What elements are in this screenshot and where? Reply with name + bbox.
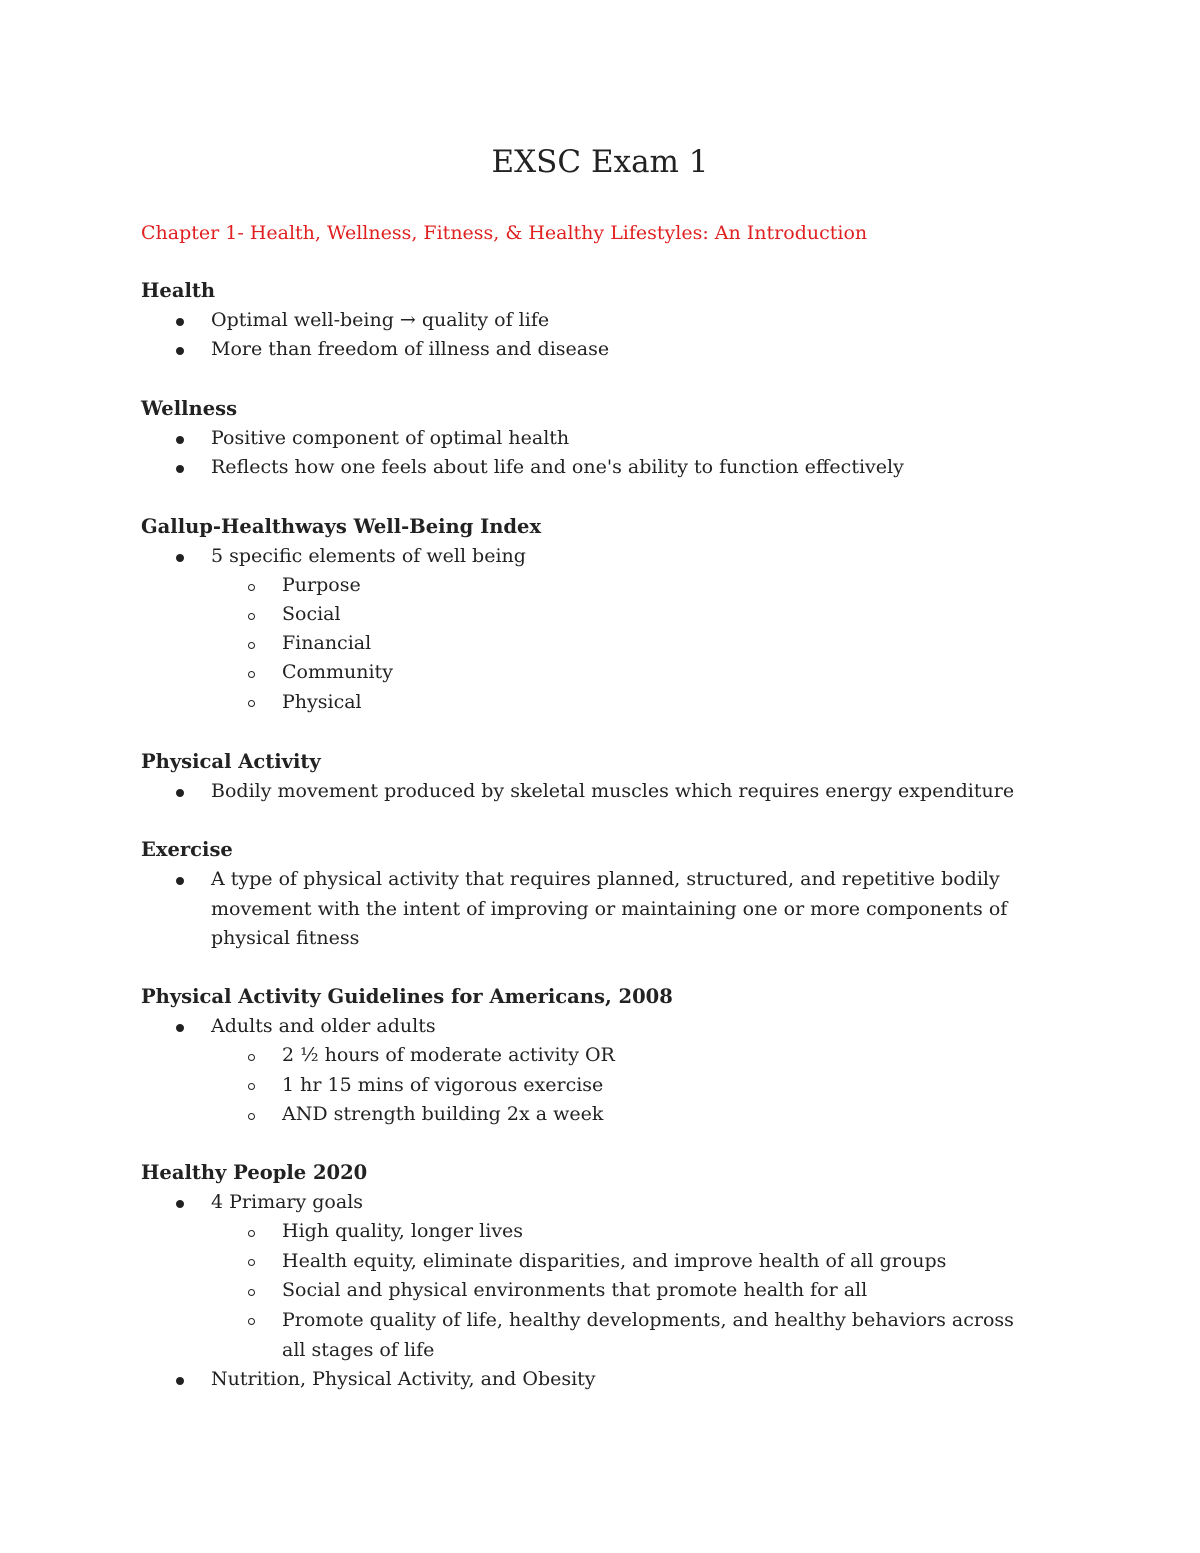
sub-list-item: Social [282, 603, 341, 625]
list-item: 5 specific elements of well being [211, 545, 526, 567]
list-item: Optimal well-being → quality of life [211, 309, 550, 331]
list-item: 4 Primary goals [211, 1191, 364, 1213]
circle-bullet-icon [248, 700, 255, 707]
sub-list-item: 1 hr 15 mins of vigorous exercise [282, 1074, 604, 1096]
circle-bullet-icon [248, 1054, 255, 1061]
circle-bullet-icon [248, 671, 255, 678]
circle-bullet-icon [248, 642, 255, 649]
circle-bullet-icon [248, 1113, 255, 1120]
circle-bullet-icon [248, 1230, 255, 1237]
document-title: EXSC Exam 1 [491, 144, 709, 180]
list-item: Nutrition, Physical Activity, and Obesity [211, 1368, 596, 1390]
circle-bullet-icon [248, 1289, 255, 1296]
bullet-icon [176, 877, 184, 885]
sub-list-item: Financial [282, 632, 372, 654]
bullet-icon [176, 1377, 184, 1385]
sub-list-item: Purpose [282, 574, 361, 596]
circle-bullet-icon [248, 1259, 255, 1266]
list-item: Adults and older adults [211, 1015, 436, 1037]
list-item: More than freedom of illness and disease [211, 338, 610, 360]
circle-bullet-icon [248, 1083, 255, 1090]
list-item: Reflects how one feels about life and one's ability to function effectively [211, 456, 904, 478]
section-heading-exercise: Exercise [141, 838, 233, 861]
bullet-icon [176, 1200, 184, 1208]
bullet-icon [176, 318, 184, 326]
circle-bullet-icon [248, 584, 255, 591]
list-item: Bodily movement produced by skeletal muscles which requires energy expenditure [211, 780, 1015, 802]
bullet-icon [176, 465, 184, 473]
bullet-icon [176, 347, 184, 355]
section-heading-guidelines: Physical Activity Guidelines for Americans, 2008 [141, 985, 673, 1008]
sub-list-item: AND strength building 2x a week [282, 1103, 604, 1125]
circle-bullet-icon [248, 613, 255, 620]
sub-list-item: Social and physical environments that promote health for all [282, 1279, 868, 1301]
bullet-icon [176, 1024, 184, 1032]
sub-list-item: 2 ½ hours of moderate activity OR [282, 1044, 615, 1066]
chapter-heading: Chapter 1- Health, Wellness, Fitness, & Healthy Lifestyles: An Introduction [141, 222, 868, 244]
sub-list-item: Health equity, eliminate disparities, and improve health of all groups [282, 1250, 947, 1272]
section-heading-gallup: Gallup-Healthways Well-Being Index [141, 515, 542, 538]
section-heading-wellness: Wellness [141, 397, 238, 420]
sub-list-item: Community [282, 661, 393, 683]
section-heading-healthy-people: Healthy People 2020 [141, 1161, 368, 1184]
sub-list-item: High quality, longer lives [282, 1220, 524, 1242]
list-item: Positive component of optimal health [211, 427, 570, 449]
bullet-icon [176, 789, 184, 797]
circle-bullet-icon [248, 1318, 255, 1325]
sub-list-item: Promote quality of life, healthy developments, and healthy behaviors across all stages of life [282, 1309, 1014, 1361]
bullet-icon [176, 436, 184, 444]
section-heading-physical-activity: Physical Activity [141, 750, 321, 773]
list-item: A type of physical activity that requires planned, structured, and repetitive bodily movement with the intent of improving or maintaining one or more components of physical fitness [211, 868, 1008, 949]
sub-list-item: Physical [282, 691, 362, 713]
section-heading-health: Health [141, 279, 216, 302]
bullet-icon [176, 554, 184, 562]
